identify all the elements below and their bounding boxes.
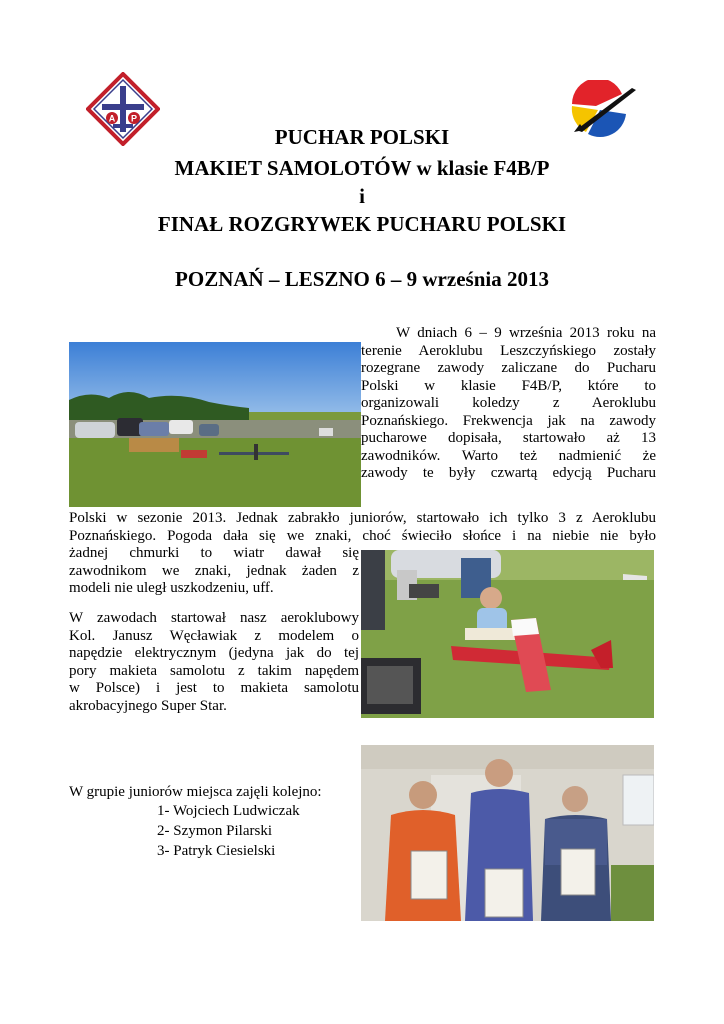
text-line: pory makieta samolotu z takim napędem — [69, 662, 359, 679]
text-line: organizowali koledzy z Aeroklubu — [361, 395, 656, 411]
text-line: modeli nie uległ uszkodzeniu, uff. — [69, 580, 274, 596]
text-line: zawodnikom we znaki, jednak żaden z — [69, 562, 359, 579]
pilot-with-model-photo — [361, 550, 654, 718]
text-line: Poznańskiego. Pogoda dała się we znaki, choć świeciło słońce i na niebie nie było — [69, 527, 656, 544]
paragraph-1-right-column — [361, 325, 656, 483]
paragraph-1-left-column — [69, 545, 359, 598]
text-line: napędzie elektrycznym (jedyna jak do tej — [69, 645, 359, 661]
title-line-4: FINAŁ ROZGRYWEK PUCHARU POLSKI — [157, 212, 567, 236]
title-line-5: POZNAŃ – LESZNO 6 – 9 września 2013 — [175, 267, 549, 291]
text-line: W dniach 6 – 9 września 2013 roku na — [396, 325, 656, 341]
text-line: rozegrane zawody zaliczane do Pucharu — [361, 360, 656, 376]
text-line: zawodników. Warto też nadmienić że — [361, 447, 656, 464]
text-line: Polski w klasie F4B/P, które to — [361, 377, 656, 394]
junior-place-3: 3- Patryk Ciesielski — [157, 843, 276, 859]
text-line: żadnej chmurki to wiatr dawał się — [69, 545, 359, 561]
text-line: akrobacyjnego Super Star. — [69, 697, 227, 714]
title-line-3: i — [359, 184, 365, 208]
text-line: Poznańskiego. Frekwencja jak na zawody — [361, 412, 656, 429]
paragraph-1-full-width — [69, 510, 656, 545]
logo-letter-p: P — [130, 113, 138, 124]
title-line-2: MAKIET SAMOLOTÓW w klasie F4B/P — [174, 156, 550, 180]
airfield-photo — [69, 342, 361, 507]
text-line: Polski w sezonie 2013. Jednak zabrakło juniorów, startowało ich tylko 3 z Aeroklubu — [69, 510, 656, 526]
logo-letter-a: A — [108, 113, 116, 124]
text-line: terenie Aeroklubu Leszczyńskiego zostały — [361, 342, 656, 359]
juniors-intro: W grupie juniorów miejsca zajęli kolejno: — [69, 784, 322, 800]
junior-winners-photo — [361, 745, 654, 921]
junior-place-2: 2- Szymon Pilarski — [157, 823, 272, 839]
text-line: w Polsce) i jest to makieta samolotu — [69, 680, 359, 696]
text-line: W zawodach startował nasz aeroklubowy — [69, 610, 359, 626]
title-line-1: PUCHAR POLSKI — [274, 125, 450, 149]
text-line: zawody te były czwartą edycją Pucharu — [361, 465, 656, 481]
junior-place-1: 1- Wojciech Ludwiczak — [157, 803, 300, 819]
paragraph-2 — [69, 610, 359, 715]
text-line: pucharowe dopisała, startowało aż 13 — [361, 430, 656, 446]
text-line: Kol. Janusz Węcławiak z modelem o — [69, 627, 359, 644]
